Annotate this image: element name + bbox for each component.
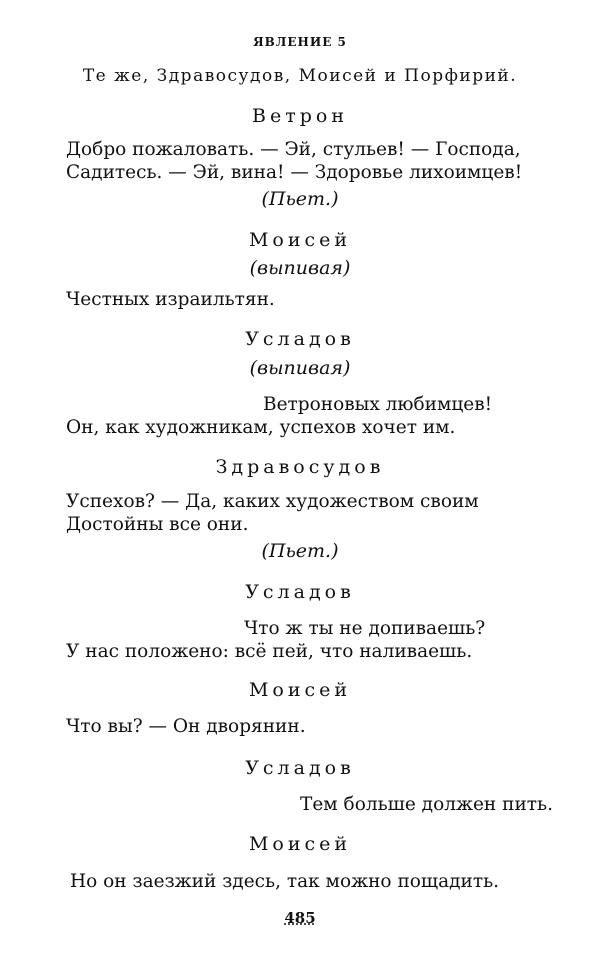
verse-line: Что ж ты не допиваешь?	[244, 618, 486, 639]
verse-line: Садитесь. — Эй, вина! — Здоровье лихоимцев!	[66, 162, 523, 183]
stage-direction: (Пьет.)	[261, 540, 339, 562]
speaker-usladov: Усладов	[245, 757, 355, 779]
verse-line: Успехов? — Да, каких художеством своим	[66, 491, 479, 512]
verse-line: Честных израильтян.	[66, 289, 275, 310]
verse-line: Достойны все они.	[66, 514, 249, 535]
stage-direction: (Пьет.)	[261, 188, 339, 210]
speaker-usladov: Усладов	[245, 328, 355, 350]
verse-line: Он, как художникам, успехов хочет им.	[66, 417, 456, 438]
speaker-moisei: Моисей	[248, 833, 352, 855]
stage-direction: (выпивая)	[249, 357, 351, 379]
verse-line: Что вы? — Он дворянин.	[66, 716, 306, 737]
page-number: 485	[284, 909, 316, 927]
verse-line: Тем больше должен пить.	[300, 794, 553, 815]
verse-line: Ветроновых любимцев!	[263, 394, 493, 415]
verse-line: Добро пожаловать. — Эй, стульев! — Господа,	[66, 139, 521, 160]
verse-line: Но он заезжий здесь, так можно пощадить.	[70, 871, 500, 892]
cast-list: Те же, Здравосудов, Моисей и Порфирий.	[82, 66, 518, 86]
scene-title: ЯВЛЕНИЕ 5	[253, 35, 347, 49]
speaker-zdravosudov: Здравосудов	[215, 456, 385, 478]
speaker-usladov: Усладов	[245, 581, 355, 603]
speaker-moisei: Моисей	[248, 229, 352, 251]
stage-direction: (выпивая)	[249, 257, 351, 279]
speaker-vetron: Ветрон	[252, 105, 348, 127]
verse-line: У нас положено: всё пей, что наливаешь.	[66, 641, 473, 662]
speaker-moisei: Моисей	[248, 679, 352, 701]
